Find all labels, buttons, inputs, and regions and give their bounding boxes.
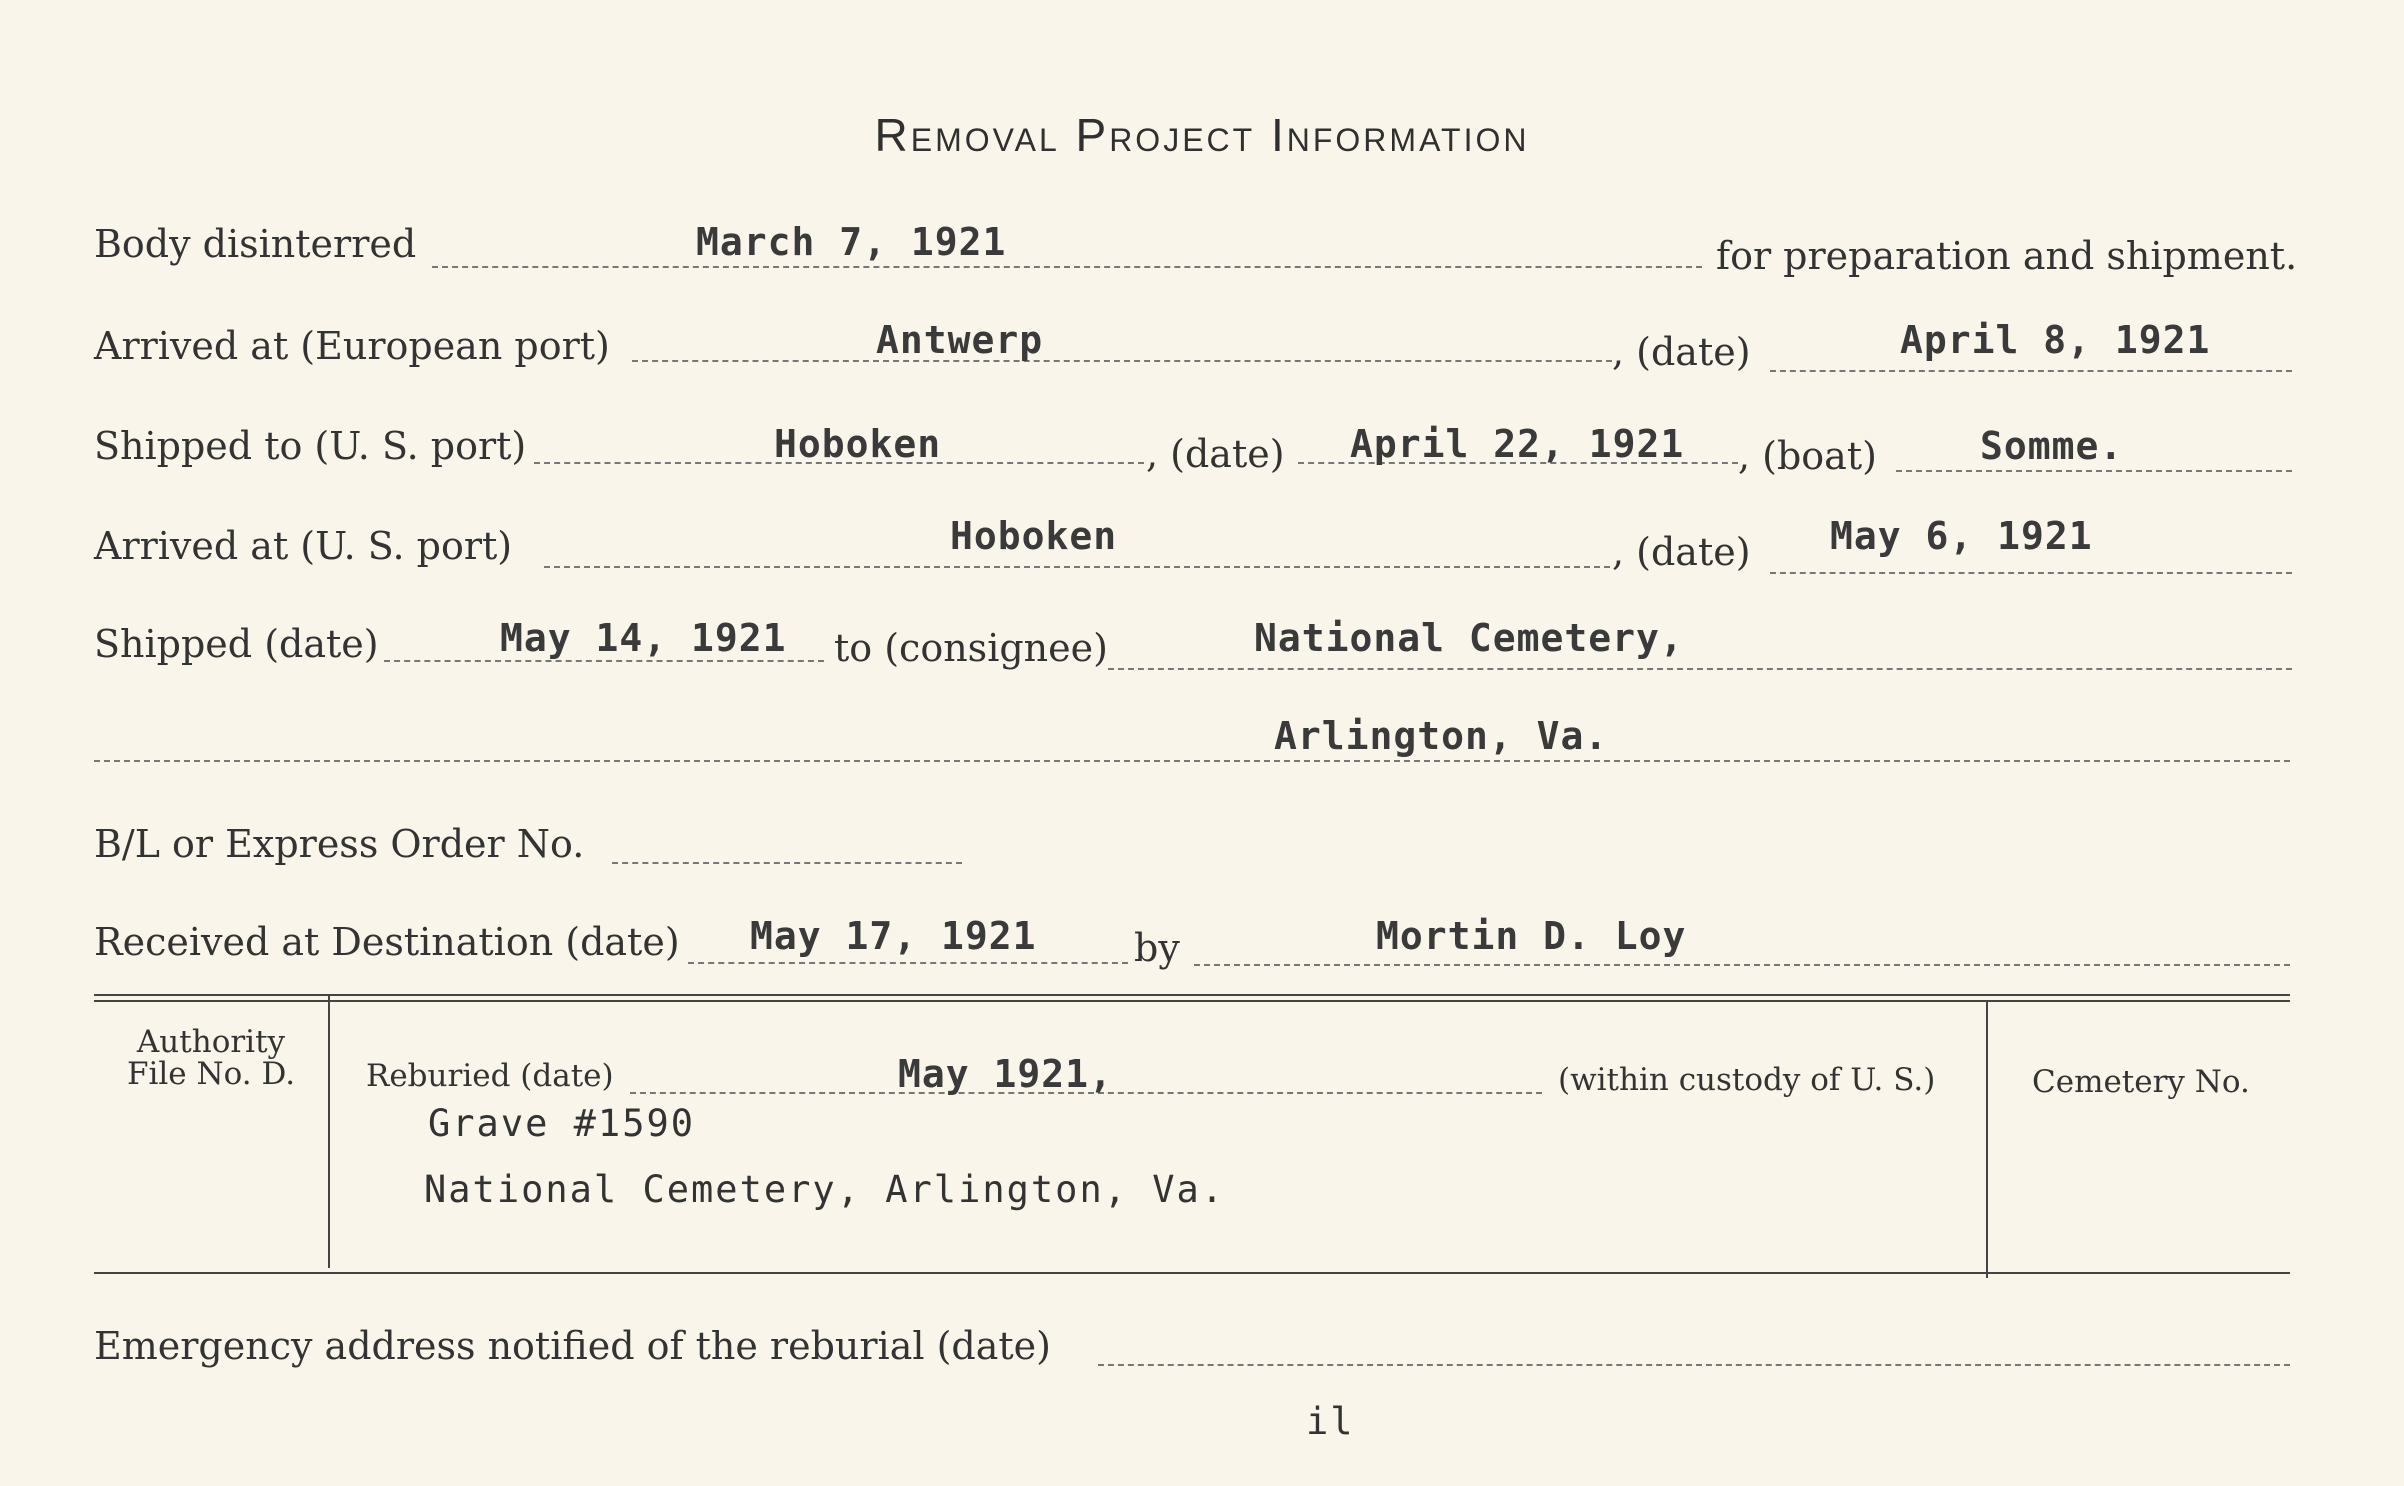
label-cemetery-no: Cemetery No. <box>2032 1064 2250 1100</box>
line-arrived-date <box>1770 572 2292 574</box>
value-received-by: Mortin D. Loy <box>1376 914 1687 958</box>
label-boat: , (boat) <box>1738 434 1877 478</box>
value-grave-number: Grave #1590 <box>428 1102 696 1145</box>
line-disinterred <box>432 266 1702 268</box>
value-shipped-out-date: May 14, 1921 <box>500 616 787 660</box>
value-boat: Somme. <box>1980 424 2124 468</box>
value-shipped-date: April 22, 1921 <box>1350 422 1685 466</box>
value-disinterred-date: March 7, 1921 <box>696 220 1007 264</box>
box-top-rule <box>94 994 2290 996</box>
value-reburial-place: National Cemetery, Arlington, Va. <box>424 1168 1226 1211</box>
line-consignee-continued <box>94 760 2290 762</box>
box-left-divider <box>328 996 330 1268</box>
label-received-destination: Received at Destination (date) <box>94 920 680 964</box>
label-to-consignee: to (consignee) <box>834 626 1108 670</box>
box-right-divider <box>1986 1002 1988 1278</box>
label-authority: Authority <box>136 1024 286 1060</box>
line-received-date <box>688 962 1128 964</box>
label-date-arrived: , (date) <box>1612 530 1751 574</box>
line-boat <box>1896 470 2292 472</box>
label-emergency-address: Emergency address notified of the reburial (date) <box>94 1324 1051 1368</box>
card-title: Removal Project Information <box>874 109 1530 161</box>
label-within-custody: (within custody of U. S.) <box>1558 1062 1936 1098</box>
label-arrived-european-port: Arrived at (European port) <box>94 324 610 368</box>
label-bl-express-order: B/L or Express Order No. <box>94 822 585 866</box>
line-european-date <box>1770 370 2292 372</box>
label-shipped-us-port: Shipped to (U. S. port) <box>94 424 527 468</box>
box-top-rule-double <box>94 1000 2290 1002</box>
value-us-port-arrived: Hoboken <box>950 514 1118 558</box>
line-bl-order <box>612 862 962 864</box>
label-shipped-date: Shipped (date) <box>94 622 379 666</box>
label-body-disinterred: Body disinterred <box>94 222 417 266</box>
label-arrived-us-port: Arrived at (U. S. port) <box>94 524 513 568</box>
value-european-port: Antwerp <box>876 318 1044 362</box>
line-european-port <box>632 360 1612 362</box>
footer-mark: il <box>1306 1400 1355 1443</box>
label-received-by: by <box>1134 926 1180 970</box>
value-consignee-line1: National Cemetery, <box>1254 616 1684 660</box>
value-arrived-date: May 6, 1921 <box>1830 514 2093 558</box>
line-emergency-date <box>1098 1364 2290 1366</box>
label-date-european: , (date) <box>1612 330 1751 374</box>
value-consignee-line2: Arlington, Va. <box>1274 714 1609 758</box>
label-for-preparation: for preparation and shipment. <box>1716 234 2298 278</box>
label-file-no: File No. D. <box>126 1056 296 1092</box>
line-shipped-out-date <box>384 660 824 662</box>
box-bottom-rule <box>94 1272 2290 1274</box>
label-reburied-date: Reburied (date) <box>366 1058 614 1094</box>
line-received-by <box>1194 964 2290 966</box>
line-us-port-arrived <box>544 566 1610 568</box>
line-consignee <box>1108 668 2292 670</box>
label-date-shipped: , (date) <box>1146 432 1285 476</box>
value-reburied-date: May 1921, <box>898 1052 1113 1096</box>
value-us-port-shipped: Hoboken <box>774 422 942 466</box>
value-european-date: April 8, 1921 <box>1900 318 2211 362</box>
value-received-date: May 17, 1921 <box>750 914 1037 958</box>
